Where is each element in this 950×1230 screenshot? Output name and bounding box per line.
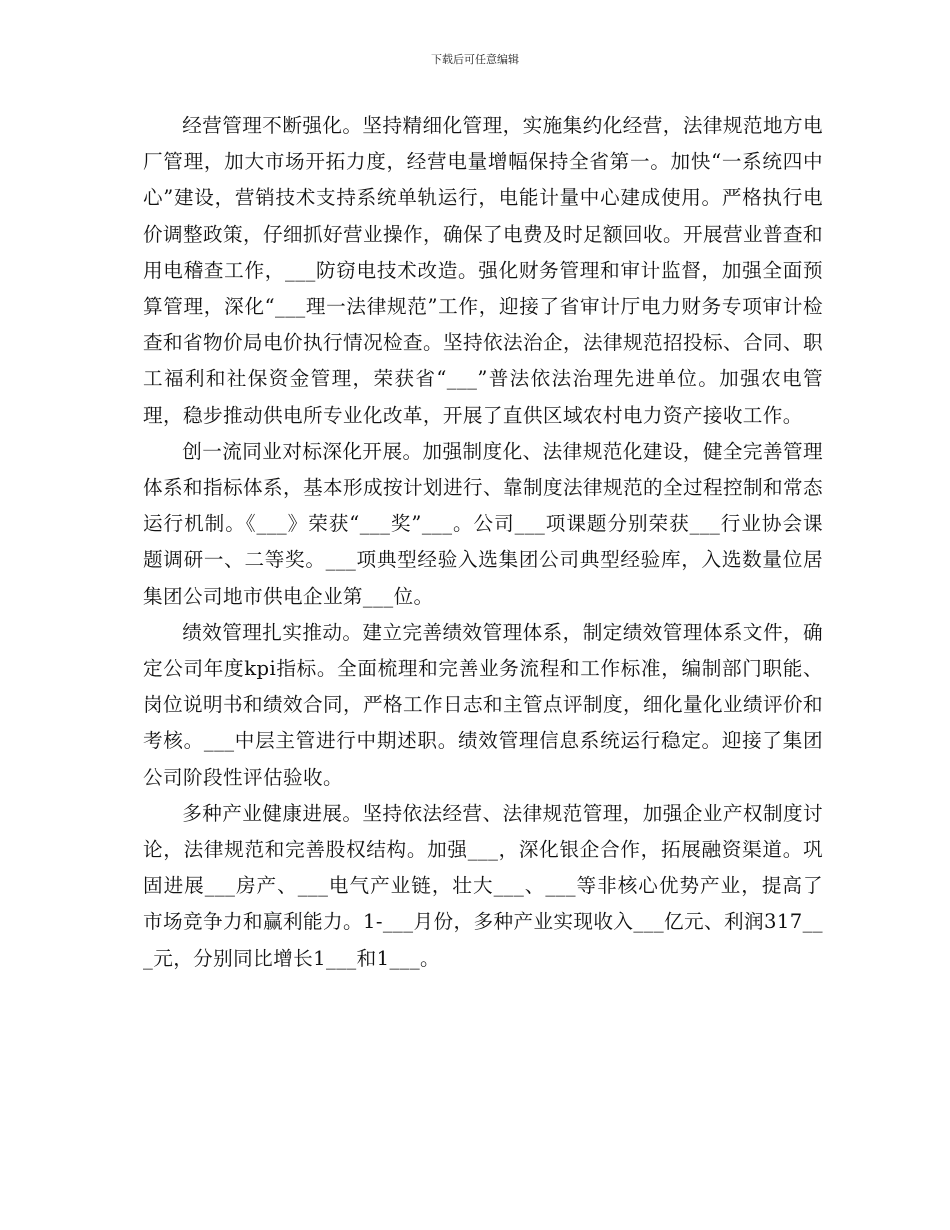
paragraph-performance-management: 绩效管理扎实推动。建立完善绩效管理体系，制定绩效管理体系文件，确定公司年度kpi指标。全面梳理和完善业务流程和工作标准，编制部门职能、岗位说明书和绩效合同，严格工作日志和主管点评制度，细化量化业绩评价和考核。___中层主管进行中期述职。绩效管理信息系统运行稳定。迎接了集团公司阶段性评估验收。 [143, 620, 823, 789]
paragraph-diversified-industries: 多种产业健康进展。坚持依法经营、法律规范管理，加强企业产权制度讨论，法律规范和完善股权结构。加强___，深化银企合作，拓展融资渠道。巩固进展___房产、___电气产业链，壮大___、___等非核心优势产业，提高了市场竞争力和赢利能力。1-___月份，多种产业实现收入___亿元、利润317___元，分别同比增长1___和1___。 [143, 801, 823, 970]
document-body [143, 108, 823, 977]
paragraph-business-management: 经营管理不断强化。坚持精细化管理，实施集约化经营，法律规范地方电厂管理，加大市场开拓力度，经营电量增幅保持全省第一。加快“一系统四中心”建设，营销技术支持系统单轨运行，电能计量中心建成使用。严格执行电价调整政策，仔细抓好营业操作，确保了电费及时足额回收。开展营业普查和用电稽查工作，___防窃电技术改造。强化财务管理和审计监督，加强全面预算管理，深化“___理一法律规范”工作，迎接了省审计厅电力财务专项审计检查和省物价局电价执行情况检查。坚持依法治企，法律规范招投标、合同、职工福利和社保资金管理，荣获省“___”普法依法治理先进单位。加强农电管理，稳步推动供电所专业化改革，开展了直供区域农村电力资产接收工作。 [143, 114, 823, 427]
paragraph-benchmarking: 创一流同业对标深化开展。加强制度化、法律规范化建设，健全完善管理体系和指标体系，基本形成按计划进行、靠制度法律规范的全过程控制和常态运行机制。《___》荣获“___奖”___。公司___项课题分别荣获___行业协会课题调研一、二等奖。___项典型经验入选集团公司典型经验库，入选数量位居集团公司地市供电企业第___位。 [143, 439, 823, 608]
page-header: 下载后可任意编辑 [431, 53, 519, 66]
